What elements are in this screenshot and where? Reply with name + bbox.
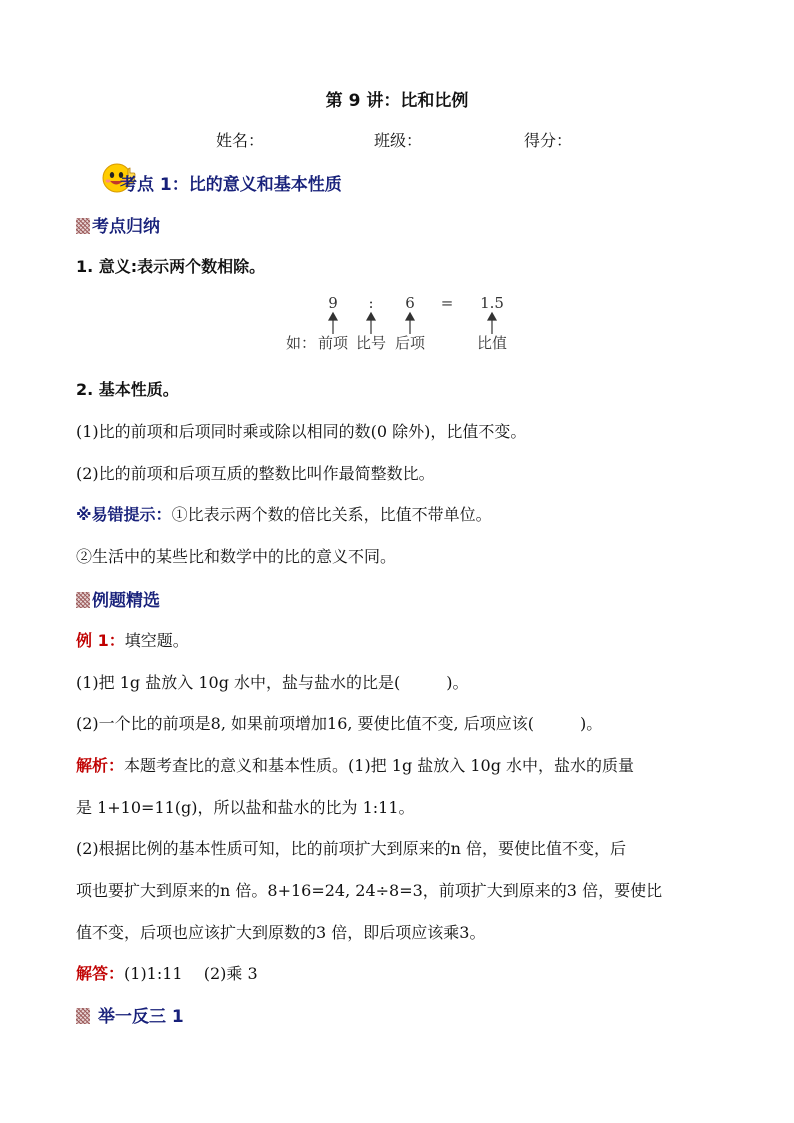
analysis-line: (2)根据比例的基本性质可知，比的前项扩大到原来的n 倍，要使比值不变，后 — [76, 839, 627, 858]
marker-icon — [76, 1008, 90, 1024]
property-line: (2)比的前项和后项互质的整数比叫作最简整数比。 — [76, 464, 435, 483]
question-line: (1)把 1g 盐放入 10g 水中，盐与盐水的比是( )。 — [76, 673, 469, 692]
arrow-up-icon — [367, 313, 375, 320]
diagram-arrows — [329, 313, 496, 334]
diagram-value: 1.5 — [480, 294, 504, 312]
score-label: 得分： — [524, 131, 573, 150]
diagram-prefix: 如： — [286, 334, 317, 352]
diagram-label: 后项 — [394, 334, 426, 352]
question-line: (2)一个比的前项是8, 如果前项增加16, 要使比值不变, 后项应该( )。 — [76, 714, 603, 733]
diagram-label: 前项 — [317, 334, 349, 352]
meaning-text: 1. 意义:表示两个数相除。 — [76, 257, 266, 276]
tip-line: ②生活中的某些比和数学中的比的意义不同。 — [76, 547, 397, 566]
arrow-up-icon — [488, 313, 496, 320]
page-title: 第 9 讲：比和比例 — [325, 91, 469, 111]
analysis-line: 解析：本题考查比的意义和基本性质。(1)把 1g 盐放入 10g 水中，盐水的质量 — [76, 756, 635, 775]
analysis-line: 项也要扩大到原来的n 倍。8+16=24, 24÷8=3，前项扩大到原来的3 倍，要使比 — [76, 881, 663, 900]
arrow-up-icon — [406, 313, 414, 320]
practice-heading: 举一反三 1 — [76, 1002, 184, 1027]
analysis-line: 值不变，后项也应该扩大到原数的3 倍，即后项应该乘3。 — [76, 923, 486, 942]
tip-line: ※易错提示：①比表示两个数的倍比关系，比值不带单位。 — [76, 505, 492, 524]
property-title: 2. 基本性质。 — [76, 380, 179, 399]
diagram-value: 9 — [328, 294, 338, 312]
section-title: 考点 1：比的意义和基本性质 — [120, 175, 342, 195]
analysis-line: 是 1+10=11(g)，所以盐和盐水的比为 1:11。 — [76, 798, 415, 817]
ratio-diagram — [280, 290, 520, 360]
diagram-value: = — [440, 294, 454, 312]
class-label: 班级： — [374, 131, 423, 150]
property-line: (1)比的前项和后项同时乘或除以相同的数(0 除外)，比值不变。 — [76, 422, 527, 441]
example-line: 例 1：填空题。 — [76, 631, 189, 650]
diagram-value: 6 — [405, 294, 415, 312]
diagram-label: 比值 — [476, 334, 508, 352]
arrow-up-icon — [329, 313, 337, 320]
examples-heading: 例题精选 — [76, 586, 160, 611]
answer-line: 解答：(1)1:11 (2)乘 3 — [76, 964, 258, 983]
analysis-label: 解析： — [76, 756, 125, 775]
example-label: 例 1： — [76, 631, 125, 650]
diagram-value: : — [368, 294, 374, 312]
tip-label: ※易错提示： — [76, 505, 172, 524]
marker-icon — [76, 218, 90, 234]
name-label: 姓名： — [216, 131, 265, 150]
marker-icon — [76, 592, 90, 608]
diagram-label: 比号 — [355, 334, 387, 352]
summary-heading: 考点归纳 — [76, 212, 160, 237]
answer-label: 解答： — [76, 964, 125, 983]
